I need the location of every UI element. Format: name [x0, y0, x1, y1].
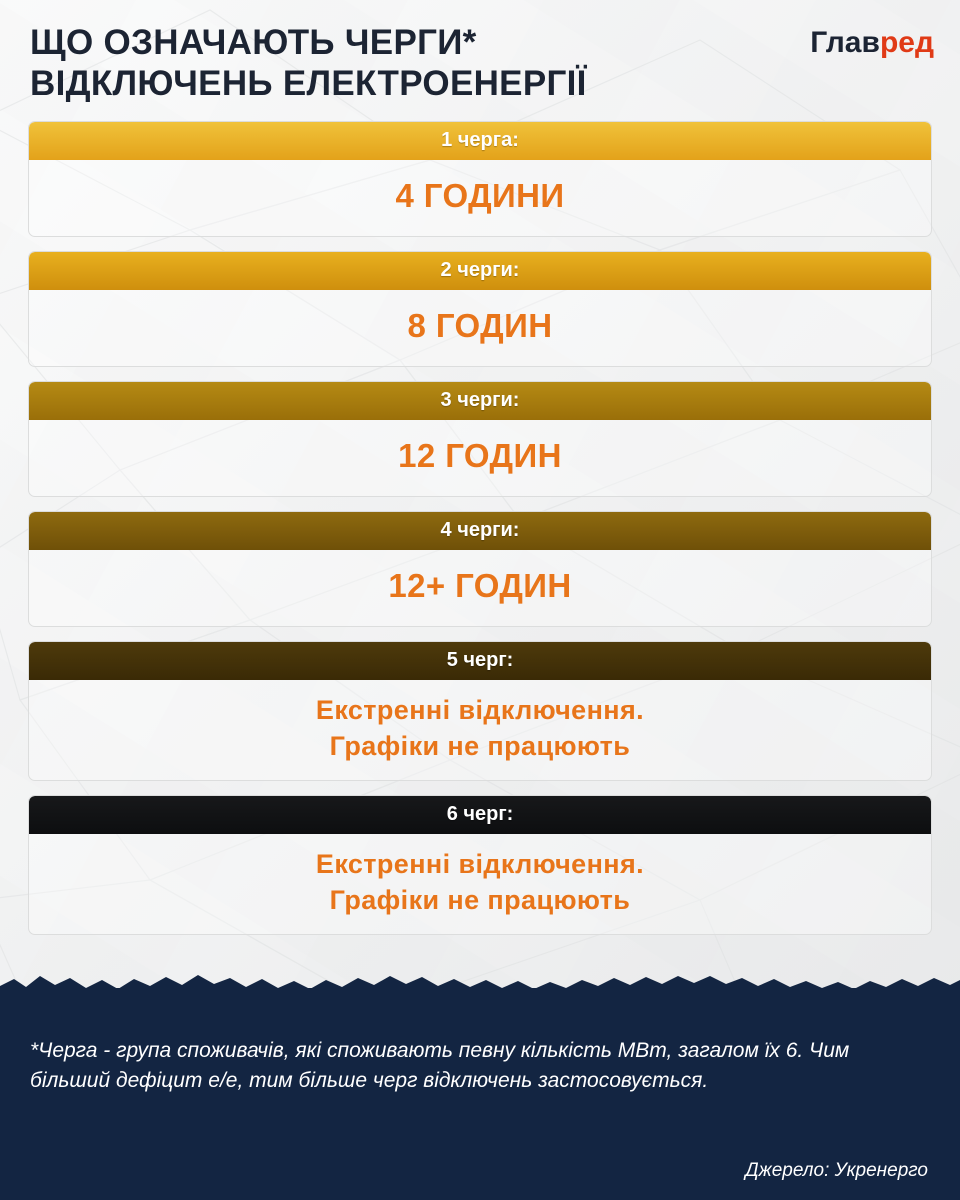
queue-card	[28, 121, 932, 237]
logo-text-first: Глав	[810, 26, 880, 59]
brand-logo	[810, 26, 934, 60]
queue-card-body	[29, 834, 931, 934]
queue-card-body	[29, 160, 931, 236]
queue-label: 1 черга:	[441, 129, 519, 152]
queue-card-header	[29, 512, 931, 550]
queue-card-body	[29, 680, 931, 780]
queue-label: 5 черг:	[446, 649, 514, 672]
queue-value: Екстренні відключення. Графіки не працюють	[315, 694, 645, 761]
queue-card-header	[29, 252, 931, 290]
queue-card-body	[29, 420, 931, 496]
queue-card-body	[29, 550, 931, 626]
footnote-text: *Черга - група споживачів, які споживають певну кількість МВт, загалом їх 6. Чим більший дефіцит е/е, тим більше черг відключень застосовується.	[30, 1039, 850, 1092]
logo-text-second: ред	[879, 26, 934, 59]
queue-card-body	[29, 290, 931, 366]
queue-card	[28, 251, 932, 367]
queue-card	[28, 641, 932, 781]
footer	[0, 988, 960, 1200]
page-title: ЩО ОЗНАЧАЮТЬ ЧЕРГИ* ВІДКЛЮЧЕНЬ ЕЛЕКТРОЕНЕРГІЇ	[30, 23, 587, 104]
header	[0, 0, 960, 105]
queue-card-header	[29, 122, 931, 160]
queue-value: 12 ГОДИН	[398, 436, 562, 474]
queue-card-header	[29, 382, 931, 420]
queue-card-header	[29, 796, 931, 834]
queue-label: 2 черги:	[440, 259, 520, 282]
queue-card	[28, 795, 932, 935]
queue-card	[28, 511, 932, 627]
queue-label: 6 черг:	[446, 803, 514, 826]
queue-value: 4 ГОДИНИ	[395, 176, 565, 214]
queue-value: Екстренні відключення. Графіки не працюють	[315, 848, 645, 916]
torn-edge-decoration	[0, 970, 960, 996]
queue-label: 3 черги:	[440, 389, 520, 412]
queue-card	[28, 381, 932, 497]
queue-card-header	[29, 642, 931, 680]
source-text: Джерело: Укренерго	[745, 1160, 928, 1181]
queue-value: 12+ ГОДИН	[388, 566, 572, 604]
queue-list	[0, 121, 960, 936]
queue-label: 4 черги:	[440, 519, 520, 542]
queue-value: 8 ГОДИН	[407, 306, 553, 344]
